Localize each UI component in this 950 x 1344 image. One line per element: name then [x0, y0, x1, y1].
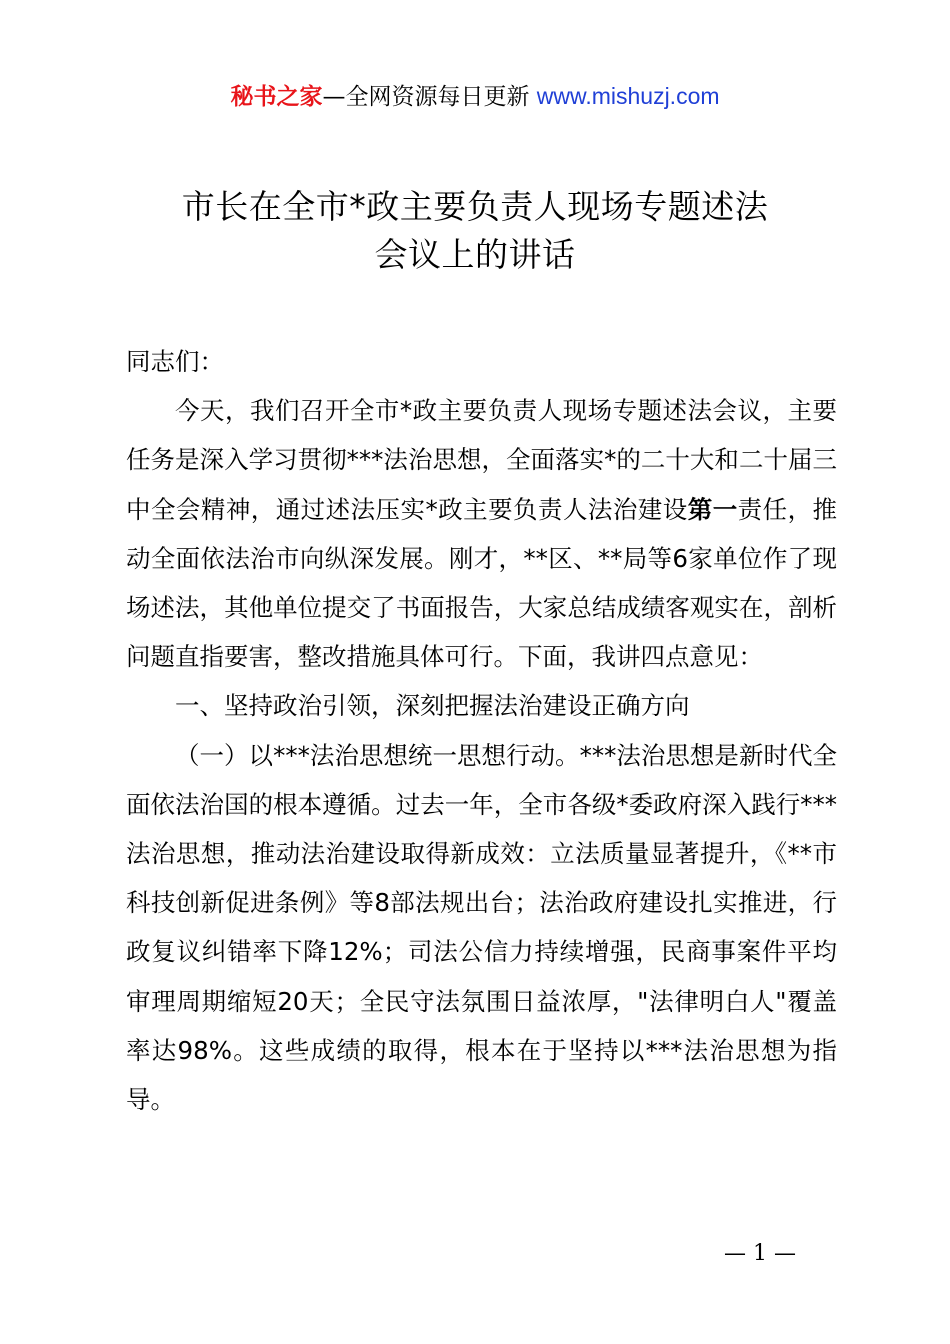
- section-heading-1: 一、坚持政治引领，深刻把握法治建设正确方向: [175, 691, 690, 721]
- paragraph-section-1-1: （一）以***法治思想统一思想行动。***法治思想是新时代全面依法治国的根本遵循。过去一年，全市各级*委政府深入践行***法治思想，推动法治建设取得新成效：立法质量显著提升，《**市科技创新促进条例》等8部法规出台；法治政府建设扎实推进，行政复议纠错率下降12%；司法公信力持续增强，民商事案件平均审理周期缩短20天；全民守法氛围日益浓厚，"法律明白人"覆盖率达98%。这些成绩的取得，根本在于坚持以***法治思想为指导。: [126, 740, 837, 1115]
- site-banner[interactable]: [0, 80, 950, 113]
- paragraph-intro-bold: 第一: [687, 494, 738, 524]
- paragraph-intro: [126, 386, 837, 681]
- salutation: 同志们：: [126, 347, 224, 376]
- document-body: [126, 337, 837, 1124]
- title-line-2: 会议上的讲话: [374, 235, 576, 274]
- document-title: [0, 183, 950, 279]
- paragraph-intro-text-b: 责任，推动全面依法治市向纵深发展。刚才，**区、**局等6家单位作了现场述法，其他单位提交了书面报告，大家总结成绩客观实在，剖析问题直指要害，整改措施具体可行。下面，我讲四点意见：: [126, 494, 838, 672]
- page-number: — 1 —: [724, 1241, 796, 1266]
- brand-name: 秘书之家: [230, 84, 323, 110]
- website-link[interactable]: www.mishuzj.com: [536, 83, 720, 109]
- paragraph-intro-text-a: 今天，我们召开全市*政主要负责人现场专题述法会议，主要任务是深入学习贯彻***法治思想，全面落实*的二十大和二十届三中全会精神，通过述法压实*政主要负责人法治建设: [126, 396, 837, 524]
- title-line-1: 市长在全市*政主要负责人现场专题述法: [181, 187, 769, 226]
- banner-slogan: —全网资源每日更新: [322, 84, 537, 110]
